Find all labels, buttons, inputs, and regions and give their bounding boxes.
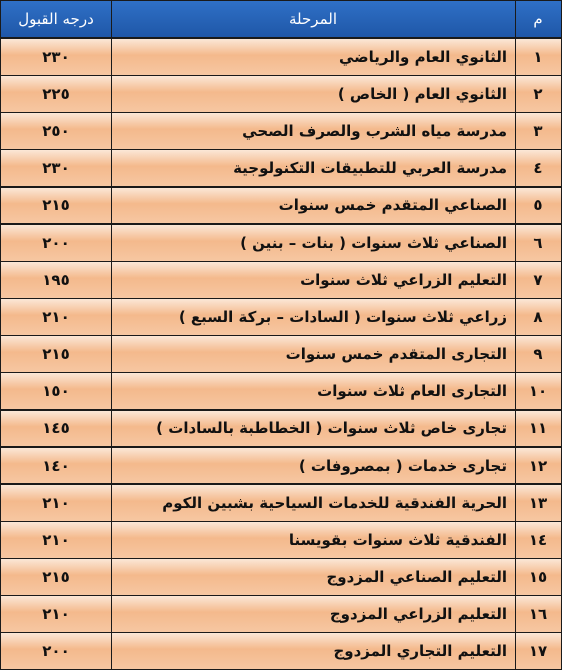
- row-stage: [110, 632, 516, 670]
- row-number-text: ٨: [533, 307, 543, 326]
- table-row: [0, 187, 562, 225]
- row-score-text: ٢١٠: [42, 605, 70, 624]
- row-number: [514, 38, 562, 76]
- row-number: [514, 187, 562, 225]
- row-stage: [110, 595, 516, 633]
- table-row: [0, 410, 562, 448]
- row-stage: [110, 75, 516, 113]
- row-number-text: ١٧: [528, 642, 548, 661]
- row-stage-text: تجارى خاص ثلاث سنوات ( الخطاطبة بالسادات ): [156, 419, 507, 438]
- table-row: [0, 298, 562, 336]
- header-score: درجه القبول: [0, 0, 112, 38]
- row-stage-text: الثانوي العام والرياضي: [339, 47, 507, 66]
- row-stage-text: التجارى المتقدم خمس سنوات: [285, 345, 507, 364]
- row-score-text: ٢١٥: [42, 567, 70, 586]
- row-stage: [110, 187, 516, 225]
- row-stage-text: مدرسة العربي للتطبيقات التكنولوجية: [233, 159, 507, 178]
- row-score-text: ١٥٠: [42, 382, 70, 401]
- table-row: [0, 372, 562, 410]
- row-number-text: ٩: [533, 345, 543, 364]
- row-number: [514, 410, 562, 448]
- row-number: [514, 521, 562, 559]
- row-number-text: ٣: [533, 122, 543, 141]
- row-stage-text: الفندقية ثلاث سنوات بقويسنا: [288, 530, 507, 549]
- header-stage: المرحلة: [110, 0, 516, 38]
- row-stage-text: الصناعي المتقدم خمس سنوات: [278, 196, 507, 215]
- table-row: [0, 632, 562, 670]
- row-stage: [110, 149, 516, 187]
- table-row: [0, 224, 562, 262]
- row-stage: [110, 447, 516, 485]
- row-score: [0, 558, 112, 596]
- table-row: [0, 38, 562, 76]
- row-number-text: ٥: [533, 196, 543, 215]
- header-number: م: [514, 0, 562, 38]
- row-number-text: ٧: [533, 270, 543, 289]
- row-stage-text: التعليم الصناعي المزدوج: [326, 567, 507, 586]
- row-score-text: ٢٢٥: [42, 85, 70, 104]
- table-row: [0, 595, 562, 633]
- row-number-text: ١٤: [528, 530, 548, 549]
- table-header: [0, 0, 562, 38]
- row-score: [0, 410, 112, 448]
- row-number: [514, 632, 562, 670]
- row-number: [514, 112, 562, 150]
- row-stage-text: التعليم الزراعي المزدوج: [329, 605, 507, 624]
- row-number: [514, 558, 562, 596]
- row-score-text: ٢٣٠: [42, 47, 70, 66]
- table-row: [0, 335, 562, 373]
- row-stage: [110, 335, 516, 373]
- row-score: [0, 149, 112, 187]
- row-score: [0, 521, 112, 559]
- row-score: [0, 632, 112, 670]
- row-score: [0, 484, 112, 522]
- row-score: [0, 298, 112, 336]
- table-row: [0, 75, 562, 113]
- row-number-text: ١٥: [528, 567, 548, 586]
- row-score: [0, 447, 112, 485]
- row-stage-text: الثانوي العام ( الخاص ): [337, 85, 507, 104]
- row-stage: [110, 261, 516, 299]
- row-number-text: ١٦: [528, 605, 548, 624]
- row-number-text: ٤: [533, 159, 543, 178]
- row-stage-text: مدرسة مياه الشرب والصرف الصحي: [242, 122, 507, 141]
- row-stage: [110, 521, 516, 559]
- row-stage: [110, 298, 516, 336]
- row-stage-text: زراعي ثلاث سنوات ( السادات – بركة السبع ): [178, 307, 507, 326]
- table-row: [0, 112, 562, 150]
- row-number: [514, 335, 562, 373]
- row-number: [514, 75, 562, 113]
- row-number: [514, 224, 562, 262]
- row-stage-text: التجارى العام ثلاث سنوات: [317, 382, 507, 401]
- row-score: [0, 335, 112, 373]
- row-stage: [110, 410, 516, 448]
- row-number: [514, 261, 562, 299]
- row-score: [0, 224, 112, 262]
- row-number-text: ١٣: [528, 493, 548, 512]
- row-stage: [110, 484, 516, 522]
- row-stage: [110, 224, 516, 262]
- row-stage: [110, 112, 516, 150]
- table-row: [0, 149, 562, 187]
- row-score-text: ٢١٠: [42, 530, 70, 549]
- row-score-text: ٢١٠: [42, 493, 70, 512]
- row-score-text: ٢٠٠: [42, 233, 70, 252]
- row-score-text: ٢٥٠: [42, 122, 70, 141]
- table-row: [0, 521, 562, 559]
- row-stage-text: الحرية الفندقية للخدمات السياحية بشبين الكوم: [162, 493, 507, 512]
- row-score-text: ٢١٥: [42, 196, 70, 215]
- row-stage: [110, 38, 516, 76]
- row-number-text: ٢: [533, 85, 543, 104]
- row-number-text: ١١: [528, 419, 548, 438]
- row-score-text: ١٤٥: [42, 419, 70, 438]
- row-number-text: ٦: [533, 233, 543, 252]
- row-stage-text: التعليم الزراعي ثلاث سنوات: [300, 270, 507, 289]
- row-score: [0, 75, 112, 113]
- row-score-text: ٢١٠: [42, 307, 70, 326]
- row-number: [514, 484, 562, 522]
- row-number-text: ١٠: [528, 382, 548, 401]
- row-number: [514, 447, 562, 485]
- row-stage: [110, 558, 516, 596]
- row-stage-text: تجارى خدمات ( بمصروفات ): [298, 456, 507, 475]
- table-row: [0, 261, 562, 299]
- table-row: [0, 558, 562, 596]
- row-score-text: ١٤٠: [42, 456, 70, 475]
- row-number: [514, 149, 562, 187]
- row-score: [0, 38, 112, 76]
- row-stage-text: الصناعي ثلاث سنوات ( بنات – بنين ): [240, 233, 507, 252]
- row-number: [514, 298, 562, 336]
- row-score-text: ٢٣٠: [42, 159, 70, 178]
- row-score-text: ١٩٥: [42, 270, 70, 289]
- row-number-text: ١: [533, 47, 543, 66]
- row-score: [0, 595, 112, 633]
- row-stage: [110, 372, 516, 410]
- row-number: [514, 372, 562, 410]
- row-score-text: ٢٠٠: [42, 642, 70, 661]
- row-score: [0, 112, 112, 150]
- row-score-text: ٢١٥: [42, 345, 70, 364]
- row-stage-text: التعليم التجاري المزدوج: [333, 642, 507, 661]
- table-row: [0, 447, 562, 485]
- row-number: [514, 595, 562, 633]
- row-score: [0, 261, 112, 299]
- row-score: [0, 372, 112, 410]
- row-score: [0, 187, 112, 225]
- row-number-text: ١٢: [528, 456, 548, 475]
- table-row: [0, 484, 562, 522]
